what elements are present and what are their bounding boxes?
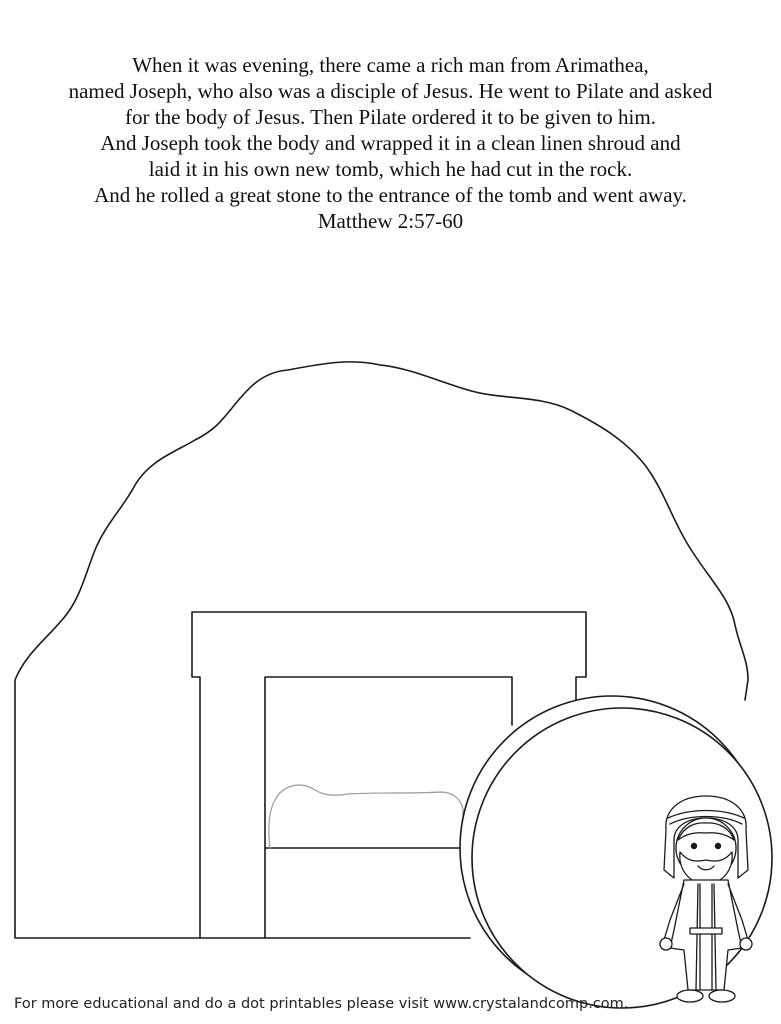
scripture-line: And Joseph took the body and wrapped it in a clean linen shroud and — [100, 131, 681, 155]
scripture-line: laid it in his own new tomb, which he had cut in the rock. — [148, 157, 633, 181]
footer-credit: For more educational and do a dot printables please visit www.crystalandcomp.com. — [14, 996, 629, 1012]
scripture-reference: Matthew 2:57-60 — [317, 209, 464, 233]
scripture-line: for the body of Jesus. Then Pilate ordered it to be given to him. — [125, 105, 656, 129]
shrouded-body — [269, 785, 463, 848]
scripture-line: named Joseph, who also was a disciple of Jesus. He went to Pilate and asked — [68, 79, 713, 103]
scripture-line: When it was evening, there came a rich man from Arimathea, — [132, 53, 649, 77]
tomb-floor-line — [15, 930, 470, 938]
scripture-line: And he rolled a great stone to the entrance of the tomb and went away. — [94, 183, 687, 207]
